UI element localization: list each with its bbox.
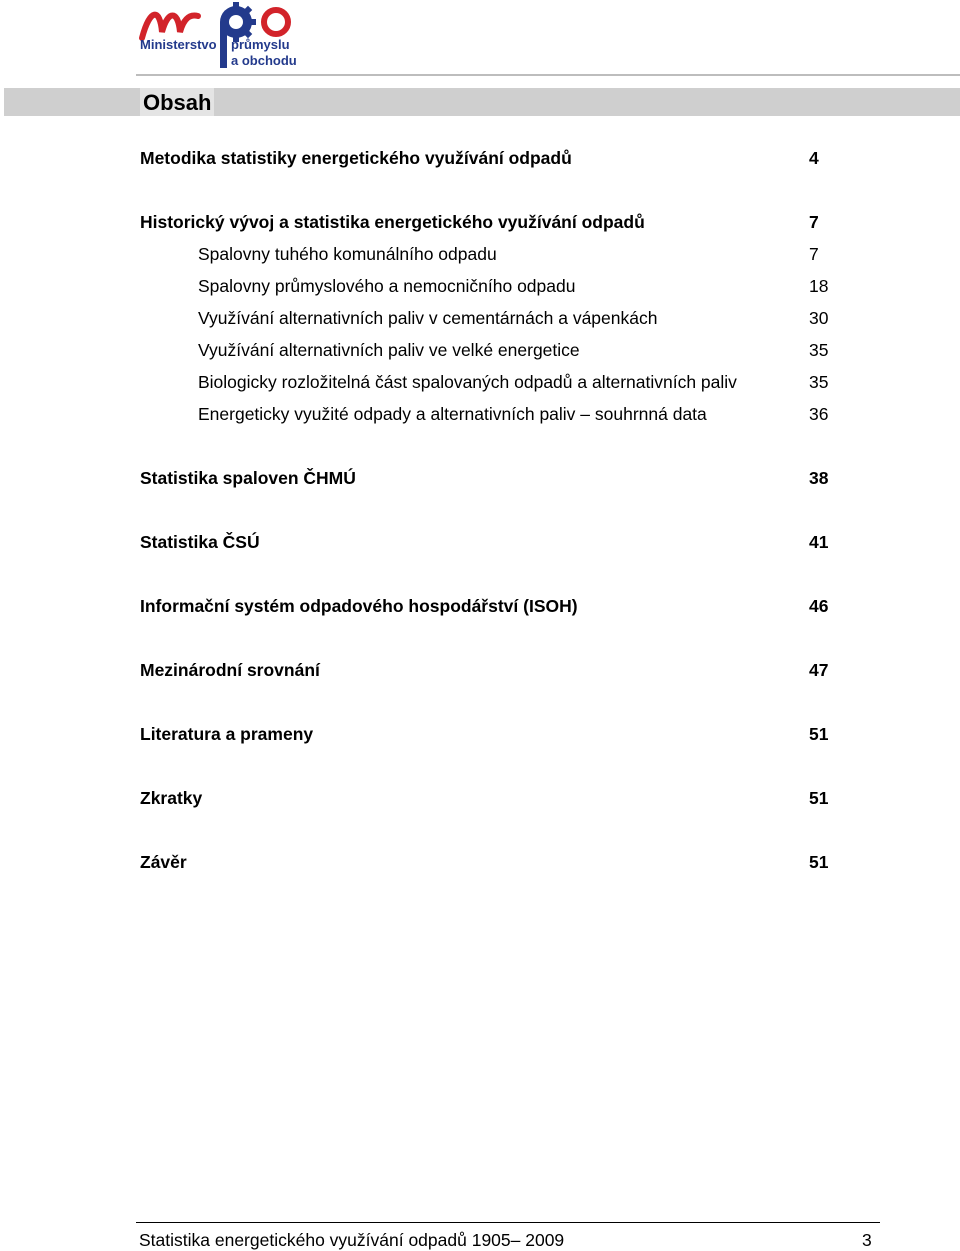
toc-entry[interactable] xyxy=(140,210,832,234)
toc-entry-title: Využívání alternativních paliv ve velké energetice xyxy=(198,340,580,360)
toc-entry[interactable] xyxy=(140,146,832,170)
toc-entry-title: Literatura a prameny xyxy=(140,724,314,744)
toc-entry[interactable] xyxy=(140,594,832,618)
mpo-logo-icon xyxy=(136,2,304,70)
toc-entry-page: 4 xyxy=(809,148,819,168)
toc-entry[interactable] xyxy=(140,402,832,426)
toc-entry-title: Zkratky xyxy=(140,788,203,808)
toc-entry[interactable] xyxy=(140,850,832,874)
toc-entry-page: 30 xyxy=(809,308,829,328)
toc-entry[interactable] xyxy=(140,274,832,298)
title-band xyxy=(4,88,960,116)
logo-o-mark xyxy=(264,10,288,34)
toc-entry-page: 18 xyxy=(809,276,829,296)
toc-entry-title: Mezinárodní srovnání xyxy=(140,660,320,680)
toc-entry[interactable] xyxy=(140,530,832,554)
toc-entry[interactable] xyxy=(140,338,832,362)
footer-page-number: 3 xyxy=(862,1230,872,1250)
toc-entry[interactable] xyxy=(140,306,832,330)
toc-entry[interactable] xyxy=(140,466,832,490)
toc-entry[interactable] xyxy=(140,658,832,682)
page-title: Obsah xyxy=(140,88,214,116)
toc-entry-title: Využívání alternativních paliv v cementárnách a vápenkách xyxy=(198,308,658,328)
toc-entry-page: 51 xyxy=(809,724,829,744)
toc-entry-page: 38 xyxy=(809,468,829,488)
footer-document-title: Statistika energetického využívání odpadů 1905– 2009 xyxy=(139,1230,565,1250)
toc-entry-title: Závěr xyxy=(140,852,187,872)
toc-entry[interactable] xyxy=(140,242,832,266)
toc-entry-page: 46 xyxy=(809,596,829,616)
logo-line-3: a obchodu xyxy=(231,53,297,68)
logo-line-2: průmyslu xyxy=(231,37,290,52)
toc-entry-page: 7 xyxy=(809,244,819,264)
toc-entry-page: 35 xyxy=(809,340,829,360)
toc-entry-title: Metodika statistiky energetického využívání odpadů xyxy=(140,148,572,168)
header-divider xyxy=(136,74,960,76)
toc-entry-page: 47 xyxy=(809,660,829,680)
toc-entry[interactable] xyxy=(140,786,832,810)
toc-entry-page: 7 xyxy=(809,212,819,232)
toc-entry-page: 51 xyxy=(809,788,829,808)
toc-entry-title: Spalovny průmyslového a nemocničního odpadu xyxy=(198,276,576,296)
logo-m-mark xyxy=(142,15,198,38)
ministry-logo xyxy=(136,2,304,70)
toc-entry-page: 36 xyxy=(809,404,829,424)
footer-divider xyxy=(136,1222,880,1223)
toc-entry-page: 35 xyxy=(809,372,829,392)
toc-entry[interactable] xyxy=(140,722,832,746)
toc-entry-title: Spalovny tuhého komunálního odpadu xyxy=(198,244,497,264)
logo-line-1: Ministerstvo xyxy=(140,37,217,52)
toc-entry-title: Informační systém odpadového hospodářství (ISOH) xyxy=(140,596,578,616)
toc-entry-title: Statistika spaloven ČHMÚ xyxy=(140,468,356,488)
toc-entry-title: Historický vývoj a statistika energetického využívání odpadů xyxy=(140,212,645,232)
toc-entry-page: 41 xyxy=(809,532,829,552)
toc-entry-page: 51 xyxy=(809,852,829,872)
toc-entry-title: Statistika ČSÚ xyxy=(140,532,260,552)
toc-entry-title: Biologicky rozložitelná část spalovaných odpadů a alternativních paliv xyxy=(198,372,737,392)
toc-entry[interactable] xyxy=(140,370,832,394)
toc-entry-title: Energeticky využité odpady a alternativních paliv – souhrnná data xyxy=(198,404,707,424)
